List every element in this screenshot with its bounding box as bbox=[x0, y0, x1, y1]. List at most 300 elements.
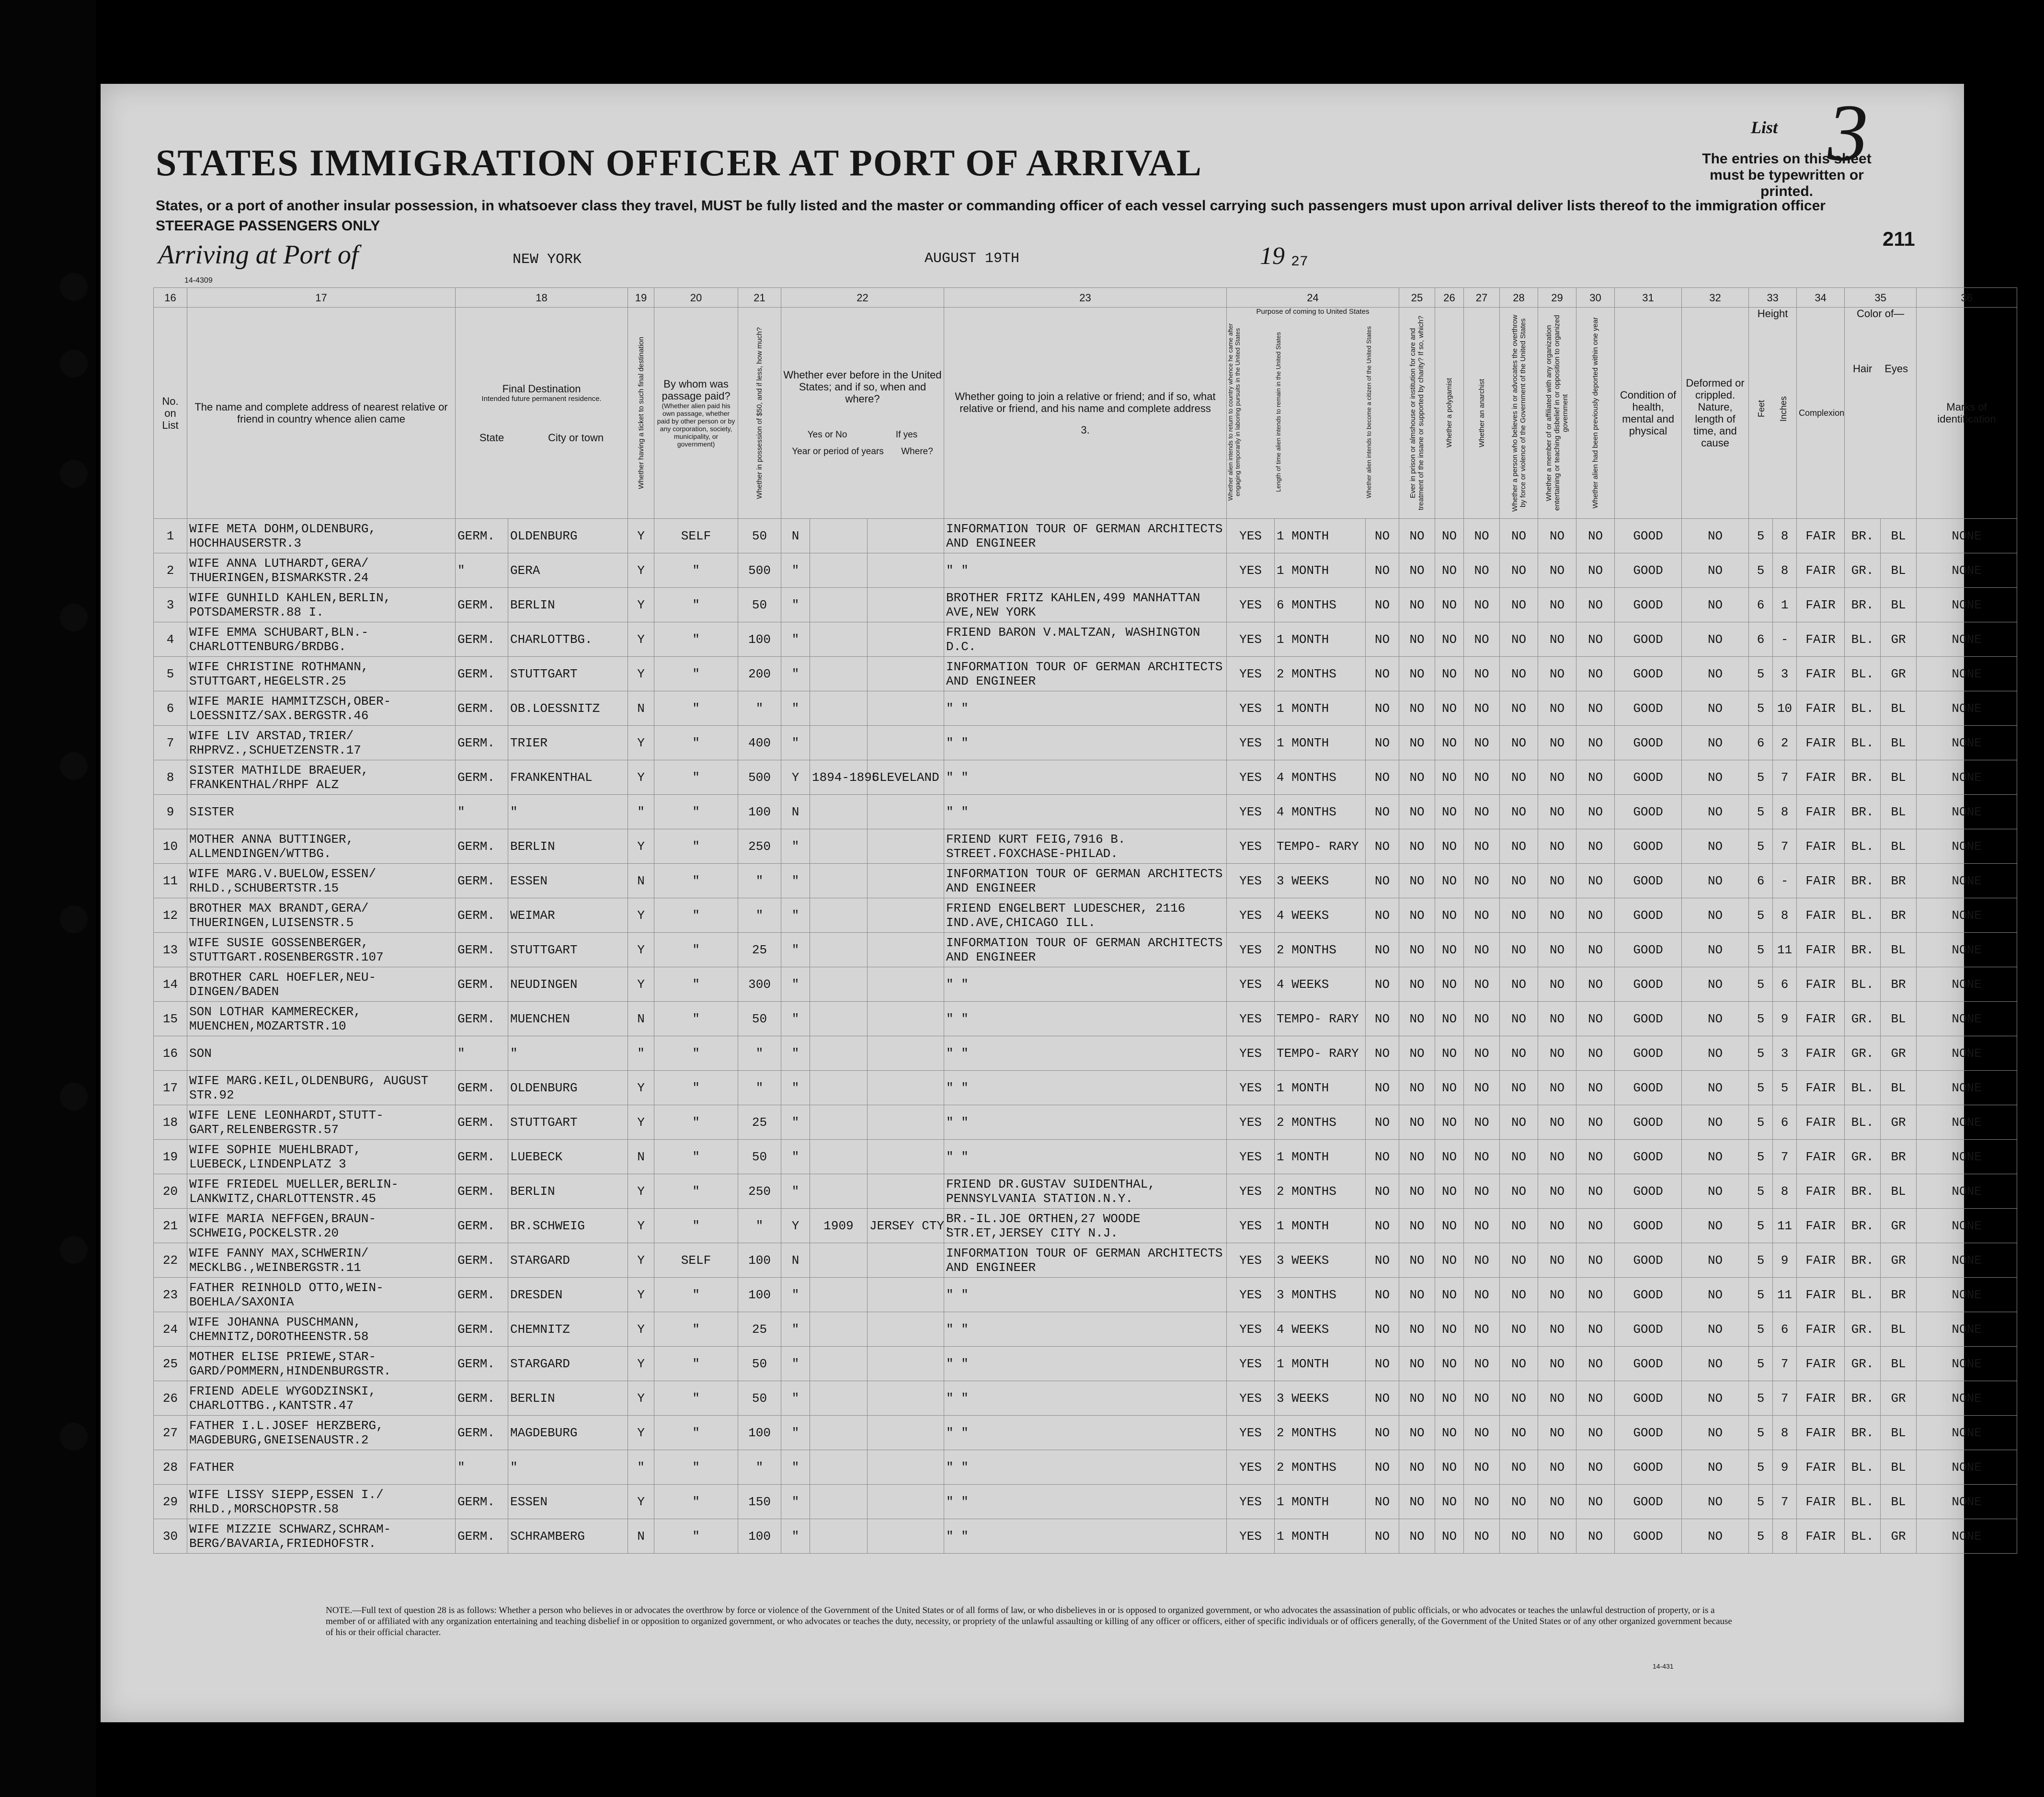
cell-hair: BL. bbox=[1845, 1519, 1881, 1554]
cell-org: NO bbox=[1538, 726, 1576, 760]
cell-hair: GR. bbox=[1845, 1140, 1881, 1174]
cell-year: 1894-1895 bbox=[810, 760, 868, 795]
cell-deported: NO bbox=[1576, 829, 1615, 864]
cell-return: YES bbox=[1227, 760, 1275, 795]
cell-anarchist: NO bbox=[1464, 933, 1500, 967]
cell-before: " bbox=[781, 1002, 810, 1036]
cell-citizen: NO bbox=[1366, 1036, 1399, 1071]
cell-org: NO bbox=[1538, 795, 1576, 829]
cell-ticket: Y bbox=[628, 588, 654, 622]
cell-inches: 8 bbox=[1773, 519, 1797, 553]
passenger-row bbox=[154, 1278, 2017, 1312]
cell-money: 500 bbox=[738, 553, 781, 588]
cell-inches: 8 bbox=[1773, 898, 1797, 933]
cell-inches: 6 bbox=[1773, 1312, 1797, 1347]
cell-org: NO bbox=[1538, 1140, 1576, 1174]
cell-polygamist: NO bbox=[1435, 588, 1464, 622]
cell-state: GERM. bbox=[456, 967, 508, 1002]
cell-passage: " bbox=[654, 1381, 738, 1416]
cell-complexion: FAIR bbox=[1797, 1450, 1845, 1485]
cell-money: 100 bbox=[738, 622, 781, 657]
cell-deformed: NO bbox=[1682, 1485, 1749, 1519]
col-num: 28 bbox=[1500, 288, 1538, 308]
cell-marks: NONE bbox=[1917, 1002, 2017, 1036]
cell-hair: BR. bbox=[1845, 1174, 1881, 1209]
cell-anarchist: NO bbox=[1464, 1071, 1500, 1105]
cell-marks: NONE bbox=[1917, 1347, 2017, 1381]
cell-feet: 5 bbox=[1749, 1278, 1773, 1312]
cell-money: 25 bbox=[738, 933, 781, 967]
cell-eyes: GR bbox=[1881, 622, 1917, 657]
passage-note: (Whether alien paid his own passage, whether paid by other person or by any corporation, society, municipality, or government) bbox=[657, 402, 735, 448]
cell-money: 250 bbox=[738, 829, 781, 864]
cell-relative: BROTHER MAX BRANDT,GERA/ THUERINGEN,LUISENSTR.5 bbox=[187, 898, 456, 933]
cell-where bbox=[868, 1243, 944, 1278]
cell-ticket: N bbox=[628, 864, 654, 898]
cell-passage: " bbox=[654, 1071, 738, 1105]
cell-return: YES bbox=[1227, 1278, 1275, 1312]
cell-polygamist: NO bbox=[1435, 1243, 1464, 1278]
manifest-rows bbox=[154, 519, 2017, 1554]
cell-prison: NO bbox=[1399, 760, 1435, 795]
col-num: 29 bbox=[1538, 288, 1576, 308]
cell-year bbox=[810, 519, 868, 553]
cell-where bbox=[868, 588, 944, 622]
cell-polygamist: NO bbox=[1435, 898, 1464, 933]
cell-where bbox=[868, 1381, 944, 1416]
punch-hole bbox=[60, 350, 88, 378]
cell-length: 2 MONTHS bbox=[1275, 1174, 1366, 1209]
cell-deported: NO bbox=[1576, 1002, 1615, 1036]
cell-no: 23 bbox=[154, 1278, 187, 1312]
cell-health: GOOD bbox=[1615, 1140, 1682, 1174]
cell-hair: BL. bbox=[1845, 657, 1881, 691]
cell-ticket: " bbox=[628, 795, 654, 829]
cell-anarchist: NO bbox=[1464, 1312, 1500, 1347]
cell-where bbox=[868, 829, 944, 864]
cell-eyes: BR bbox=[1881, 1278, 1917, 1312]
cell-hair: BL. bbox=[1845, 1071, 1881, 1105]
cell-joining: " " bbox=[944, 1312, 1227, 1347]
cell-year bbox=[810, 795, 868, 829]
cell-relative: WIFE LENE LEONHARDT,STUTT- GART,RELENBERGSTR.57 bbox=[187, 1105, 456, 1140]
cell-ticket: Y bbox=[628, 1071, 654, 1105]
cell-return: YES bbox=[1227, 1174, 1275, 1209]
cell-deported: NO bbox=[1576, 622, 1615, 657]
header-yes-no: Yes or No bbox=[807, 429, 847, 440]
cell-polygamist: NO bbox=[1435, 1036, 1464, 1071]
cell-hair: GR. bbox=[1845, 1036, 1881, 1071]
cell-polygamist: NO bbox=[1435, 1485, 1464, 1519]
header-passage bbox=[654, 308, 738, 519]
cell-joining: " " bbox=[944, 1416, 1227, 1450]
cell-deformed: NO bbox=[1682, 1243, 1749, 1278]
cell-inches: 8 bbox=[1773, 1416, 1797, 1450]
cell-city: MAGDEBURG bbox=[508, 1416, 628, 1450]
passenger-manifest-table bbox=[153, 287, 2017, 1554]
cell-length: 2 MONTHS bbox=[1275, 657, 1366, 691]
cell-health: GOOD bbox=[1615, 1519, 1682, 1554]
cell-state: GERM. bbox=[456, 519, 508, 553]
cell-eyes: BL bbox=[1881, 1450, 1917, 1485]
cell-deported: NO bbox=[1576, 898, 1615, 933]
cell-marks: NONE bbox=[1917, 1209, 2017, 1243]
cell-deported: NO bbox=[1576, 1140, 1615, 1174]
cell-citizen: NO bbox=[1366, 622, 1399, 657]
header-city: City or town bbox=[548, 431, 604, 444]
cell-return: YES bbox=[1227, 1381, 1275, 1416]
cell-deformed: NO bbox=[1682, 1450, 1749, 1485]
cell-state: GERM. bbox=[456, 657, 508, 691]
header-hair: Hair bbox=[1853, 363, 1873, 375]
cell-state: GERM. bbox=[456, 829, 508, 864]
cell-year bbox=[810, 1347, 868, 1381]
cell-deported: NO bbox=[1576, 1416, 1615, 1450]
cell-where bbox=[868, 1278, 944, 1312]
cell-deformed: NO bbox=[1682, 588, 1749, 622]
cell-no: 14 bbox=[154, 967, 187, 1002]
cell-before: " bbox=[781, 967, 810, 1002]
cell-hair: BL. bbox=[1845, 622, 1881, 657]
cell-eyes: BL bbox=[1881, 829, 1917, 864]
cell-complexion: FAIR bbox=[1797, 795, 1845, 829]
cell-deformed: NO bbox=[1682, 1140, 1749, 1174]
cell-ticket: Y bbox=[628, 553, 654, 588]
punch-hole bbox=[60, 273, 88, 301]
cell-overthrow: NO bbox=[1500, 1450, 1538, 1485]
cell-prison: NO bbox=[1399, 691, 1435, 726]
cell-length: 4 MONTHS bbox=[1275, 760, 1366, 795]
final-destination-title: Final Destination bbox=[502, 382, 581, 395]
cell-health: GOOD bbox=[1615, 726, 1682, 760]
cell-year bbox=[810, 1450, 868, 1485]
cell-no: 30 bbox=[154, 1519, 187, 1554]
cell-feet: 5 bbox=[1749, 933, 1773, 967]
cell-return: YES bbox=[1227, 657, 1275, 691]
cell-ticket: Y bbox=[628, 1243, 654, 1278]
cell-no: 13 bbox=[154, 933, 187, 967]
cell-eyes: GR bbox=[1881, 1209, 1917, 1243]
cell-length: 1 MONTH bbox=[1275, 622, 1366, 657]
cell-prison: NO bbox=[1399, 1278, 1435, 1312]
cell-no: 10 bbox=[154, 829, 187, 864]
passenger-row bbox=[154, 519, 2017, 553]
passenger-row bbox=[154, 726, 2017, 760]
cell-relative: WIFE FRIEDEL MUELLER,BERLIN- LANKWITZ,CHARLOTTENSTR.45 bbox=[187, 1174, 456, 1209]
cell-marks: NONE bbox=[1917, 1519, 2017, 1554]
cell-hair: BR. bbox=[1845, 519, 1881, 553]
cell-relative: MOTHER ANNA BUTTINGER, ALLMENDINGEN/WTTBG. bbox=[187, 829, 456, 864]
cell-no: 18 bbox=[154, 1105, 187, 1140]
punch-hole bbox=[60, 752, 88, 780]
cell-deformed: NO bbox=[1682, 898, 1749, 933]
cell-return: YES bbox=[1227, 1485, 1275, 1519]
cell-before: " bbox=[781, 1174, 810, 1209]
cell-anarchist: NO bbox=[1464, 795, 1500, 829]
cell-citizen: NO bbox=[1366, 1381, 1399, 1416]
cell-prison: NO bbox=[1399, 933, 1435, 967]
cell-year bbox=[810, 864, 868, 898]
cell-anarchist: NO bbox=[1464, 553, 1500, 588]
cell-eyes: GR bbox=[1881, 1105, 1917, 1140]
cell-relative: WIFE GUNHILD KAHLEN,BERLIN, POTSDAMERSTR.88 I. bbox=[187, 588, 456, 622]
cell-prison: NO bbox=[1399, 898, 1435, 933]
cell-city: ESSEN bbox=[508, 1485, 628, 1519]
cell-joining: " " bbox=[944, 1140, 1227, 1174]
cell-inches: 9 bbox=[1773, 1450, 1797, 1485]
cell-deformed: NO bbox=[1682, 1209, 1749, 1243]
cell-citizen: NO bbox=[1366, 1416, 1399, 1450]
cell-money: " bbox=[738, 864, 781, 898]
cell-city: SCHRAMBERG bbox=[508, 1519, 628, 1554]
cell-eyes: BL bbox=[1881, 1347, 1917, 1381]
cell-state: GERM. bbox=[456, 1071, 508, 1105]
cell-city: DRESDEN bbox=[508, 1278, 628, 1312]
cell-year bbox=[810, 1140, 868, 1174]
cell-year bbox=[810, 933, 868, 967]
purpose-title: Purpose of coming to United States bbox=[1256, 308, 1370, 316]
cell-deformed: NO bbox=[1682, 1036, 1749, 1071]
cell-relative: WIFE MARG.V.BUELOW,ESSEN/ RHLD.,SCHUBERTSTR.15 bbox=[187, 864, 456, 898]
cell-ticket: " bbox=[628, 1036, 654, 1071]
cell-length: 1 MONTH bbox=[1275, 1140, 1366, 1174]
cell-ticket: Y bbox=[628, 657, 654, 691]
cell-deformed: NO bbox=[1682, 795, 1749, 829]
cell-ticket: Y bbox=[628, 726, 654, 760]
cell-length: 3 WEEKS bbox=[1275, 1243, 1366, 1278]
cell-anarchist: NO bbox=[1464, 1002, 1500, 1036]
cell-polygamist: NO bbox=[1435, 1278, 1464, 1312]
header-state: State bbox=[479, 431, 504, 444]
cell-deported: NO bbox=[1576, 657, 1615, 691]
cell-marks: NONE bbox=[1917, 1243, 2017, 1278]
cell-overthrow: NO bbox=[1500, 726, 1538, 760]
cell-complexion: FAIR bbox=[1797, 726, 1845, 760]
header-if-yes: If yes bbox=[895, 429, 918, 440]
cell-health: GOOD bbox=[1615, 864, 1682, 898]
cell-joining: BROTHER FRITZ KAHLEN,499 MANHATTAN AVE,NEW YORK bbox=[944, 588, 1227, 622]
cell-anarchist: NO bbox=[1464, 691, 1500, 726]
purpose-citizen: Whether alien intends to become a citizen of the United States bbox=[1365, 326, 1373, 498]
cell-relative: WIFE ANNA LUTHARDT,GERA/ THUERINGEN,BISMARKSTR.24 bbox=[187, 553, 456, 588]
cell-money: " bbox=[738, 898, 781, 933]
cell-overthrow: NO bbox=[1500, 933, 1538, 967]
footnote: NOTE.—Full text of question 28 is as follows: Whether a person who believes in or advocates the overthrow by force or violence of the Government of the United States or of all forms of law, or who disbelieves in or is opposed to organized government, or who advocates the assassination of public officials, or who advocates or teaches the unlawful destruction of property, or is a member of or affiliated with any organization entertaining and teaching disbelief in or opposition to organized government, or who advocates or teaches the duty, necessity, or propriety of the unlawful assaulting or killing of any officer or officers, either of specific individuals or of officers generally, of the Government of the United States or of any other organized government because of his or their official character. bbox=[326, 1605, 1732, 1637]
cell-health: GOOD bbox=[1615, 1105, 1682, 1140]
cell-deported: NO bbox=[1576, 864, 1615, 898]
header-height bbox=[1749, 308, 1797, 519]
cell-return: YES bbox=[1227, 1209, 1275, 1243]
cell-passage: " bbox=[654, 1174, 738, 1209]
cell-year bbox=[810, 622, 868, 657]
cell-eyes: BL bbox=[1881, 1174, 1917, 1209]
cell-joining: " " bbox=[944, 1071, 1227, 1105]
cell-year bbox=[810, 1312, 868, 1347]
cell-prison: NO bbox=[1399, 1036, 1435, 1071]
cell-feet: 5 bbox=[1749, 829, 1773, 864]
cell-anarchist: NO bbox=[1464, 1140, 1500, 1174]
cell-no: 6 bbox=[154, 691, 187, 726]
joining-title: Whether going to join a relative or friend; and if so, what relative or friend, and his name and complete address bbox=[955, 390, 1216, 414]
cell-marks: NONE bbox=[1917, 760, 2017, 795]
cell-org: NO bbox=[1538, 1243, 1576, 1278]
cell-length: 1 MONTH bbox=[1275, 1347, 1366, 1381]
cell-anarchist: NO bbox=[1464, 726, 1500, 760]
year-prefix: 19 bbox=[1260, 242, 1285, 270]
cell-overthrow: NO bbox=[1500, 1105, 1538, 1140]
cell-money: " bbox=[738, 691, 781, 726]
cell-city: WEIMAR bbox=[508, 898, 628, 933]
cell-where bbox=[868, 691, 944, 726]
cell-overthrow: NO bbox=[1500, 1174, 1538, 1209]
cell-ticket: Y bbox=[628, 760, 654, 795]
height-title: Height bbox=[1757, 308, 1788, 320]
cell-passage: " bbox=[654, 588, 738, 622]
cell-length: 4 WEEKS bbox=[1275, 898, 1366, 933]
purpose-return: Whether alien intends to return to country whence he came after engaging temporarily in laboring pursuits in the United States bbox=[1227, 323, 1242, 501]
cell-deformed: NO bbox=[1682, 1347, 1749, 1381]
cell-passage: " bbox=[654, 1036, 738, 1071]
cell-where bbox=[868, 795, 944, 829]
cell-marks: NONE bbox=[1917, 829, 2017, 864]
cell-inches: 8 bbox=[1773, 1174, 1797, 1209]
cell-length: 1 MONTH bbox=[1275, 1071, 1366, 1105]
passenger-row bbox=[154, 1519, 2017, 1554]
cell-deformed: NO bbox=[1682, 691, 1749, 726]
cell-where: JERSEY CTY. bbox=[868, 1209, 944, 1243]
cell-relative: WIFE MIZZIE SCHWARZ,SCHRAM- BERG/BAVARIA,FRIEDHOFSTR. bbox=[187, 1519, 456, 1554]
cell-state: GERM. bbox=[456, 1381, 508, 1416]
cell-before: " bbox=[781, 1105, 810, 1140]
cell-marks: NONE bbox=[1917, 1278, 2017, 1312]
cell-polygamist: NO bbox=[1435, 1002, 1464, 1036]
cell-prison: NO bbox=[1399, 726, 1435, 760]
cell-city: GERA bbox=[508, 553, 628, 588]
cell-return: YES bbox=[1227, 1002, 1275, 1036]
passenger-row bbox=[154, 588, 2017, 622]
passenger-row bbox=[154, 967, 2017, 1002]
arriving-label: Arriving at Port of bbox=[158, 240, 359, 270]
cell-no: 4 bbox=[154, 622, 187, 657]
cell-ticket: Y bbox=[628, 1485, 654, 1519]
cell-before: " bbox=[781, 588, 810, 622]
cell-year bbox=[810, 829, 868, 864]
port-value: NEW YORK bbox=[513, 252, 582, 268]
passenger-row bbox=[154, 1243, 2017, 1278]
cell-org: NO bbox=[1538, 1071, 1576, 1105]
cell-return: YES bbox=[1227, 553, 1275, 588]
cell-polygamist: NO bbox=[1435, 519, 1464, 553]
cell-complexion: FAIR bbox=[1797, 1519, 1845, 1554]
cell-year bbox=[810, 1071, 868, 1105]
cell-state: GERM. bbox=[456, 622, 508, 657]
cell-year bbox=[810, 657, 868, 691]
cell-return: YES bbox=[1227, 622, 1275, 657]
cell-relative: WIFE META DOHM,OLDENBURG, HOCHHAUSERSTR.3 bbox=[187, 519, 456, 553]
cell-hair: BR. bbox=[1845, 1243, 1881, 1278]
cell-citizen: NO bbox=[1366, 1174, 1399, 1209]
cell-deported: NO bbox=[1576, 1278, 1615, 1312]
cell-polygamist: NO bbox=[1435, 1416, 1464, 1450]
cell-marks: NONE bbox=[1917, 1140, 2017, 1174]
header-relative: The name and complete address of nearest relative or friend in country whence alien came bbox=[187, 308, 456, 519]
cell-polygamist: NO bbox=[1435, 933, 1464, 967]
cell-money: " bbox=[738, 1209, 781, 1243]
cell-eyes: BL bbox=[1881, 1485, 1917, 1519]
cell-money: 100 bbox=[738, 1278, 781, 1312]
typewritten-note: The entries on this sheet must be typewritten or printed. bbox=[1702, 151, 1872, 199]
cell-org: NO bbox=[1538, 1002, 1576, 1036]
cell-polygamist: NO bbox=[1435, 1071, 1464, 1105]
cell-org: NO bbox=[1538, 1174, 1576, 1209]
cell-relative: WIFE SUSIE GOSSENBERGER, STUTTGART.ROSENBERGSTR.107 bbox=[187, 933, 456, 967]
cell-relative: FATHER REINHOLD OTTO,WEIN- BOEHLA/SAXONIA bbox=[187, 1278, 456, 1312]
header-where: Where? bbox=[901, 446, 933, 457]
cell-citizen: NO bbox=[1366, 588, 1399, 622]
header-complexion: Complexion bbox=[1797, 308, 1845, 519]
cell-anarchist: NO bbox=[1464, 1347, 1500, 1381]
col-num: 30 bbox=[1576, 288, 1615, 308]
cell-complexion: FAIR bbox=[1797, 933, 1845, 967]
cell-city: BERLIN bbox=[508, 1381, 628, 1416]
passenger-row bbox=[154, 1105, 2017, 1140]
cell-hair: BL. bbox=[1845, 726, 1881, 760]
cell-length: 1 MONTH bbox=[1275, 1519, 1366, 1554]
header-ticket: Whether having a ticket to such final destination bbox=[628, 308, 654, 519]
cell-anarchist: NO bbox=[1464, 622, 1500, 657]
cell-joining: " " bbox=[944, 1002, 1227, 1036]
manifest-title: STATES IMMIGRATION OFFICER AT PORT OF ARRIVAL bbox=[156, 142, 1202, 183]
cell-no: 29 bbox=[154, 1485, 187, 1519]
cell-where bbox=[868, 1416, 944, 1450]
cell-polygamist: NO bbox=[1435, 795, 1464, 829]
cell-citizen: NO bbox=[1366, 898, 1399, 933]
cell-eyes: BR bbox=[1881, 1140, 1917, 1174]
cell-prison: NO bbox=[1399, 588, 1435, 622]
cell-overthrow: NO bbox=[1500, 622, 1538, 657]
cell-deported: NO bbox=[1576, 933, 1615, 967]
cell-polygamist: NO bbox=[1435, 1140, 1464, 1174]
passenger-row bbox=[154, 1347, 2017, 1381]
cell-state: GERM. bbox=[456, 1312, 508, 1347]
header-feet: Feet bbox=[1757, 400, 1767, 418]
cell-overthrow: NO bbox=[1500, 760, 1538, 795]
cell-money: 100 bbox=[738, 1243, 781, 1278]
cell-city: STUTTGART bbox=[508, 657, 628, 691]
cell-relative: WIFE MARG.KEIL,OLDENBURG, AUGUST STR.92 bbox=[187, 1071, 456, 1105]
cell-overthrow: NO bbox=[1500, 1140, 1538, 1174]
cell-health: GOOD bbox=[1615, 1312, 1682, 1347]
cell-complexion: FAIR bbox=[1797, 1278, 1845, 1312]
cell-joining: " " bbox=[944, 1105, 1227, 1140]
cell-money: " bbox=[738, 1450, 781, 1485]
cell-complexion: FAIR bbox=[1797, 691, 1845, 726]
cell-health: GOOD bbox=[1615, 933, 1682, 967]
cell-year bbox=[810, 1519, 868, 1554]
header-prison: Ever in prison or almshouse or institution for care and treatment of the insane or supported by charity? If so, which? bbox=[1399, 308, 1435, 519]
cell-prison: NO bbox=[1399, 1174, 1435, 1209]
date-value: AUGUST 19TH bbox=[925, 251, 1020, 267]
list-number: 3 bbox=[1827, 88, 1868, 178]
cell-feet: 6 bbox=[1749, 622, 1773, 657]
col-num: 34 bbox=[1797, 288, 1845, 308]
cell-hair: BL. bbox=[1845, 691, 1881, 726]
cell-complexion: FAIR bbox=[1797, 1140, 1845, 1174]
cell-state: GERM. bbox=[456, 933, 508, 967]
cell-money: " bbox=[738, 1071, 781, 1105]
cell-prison: NO bbox=[1399, 967, 1435, 1002]
cell-return: YES bbox=[1227, 1519, 1275, 1554]
